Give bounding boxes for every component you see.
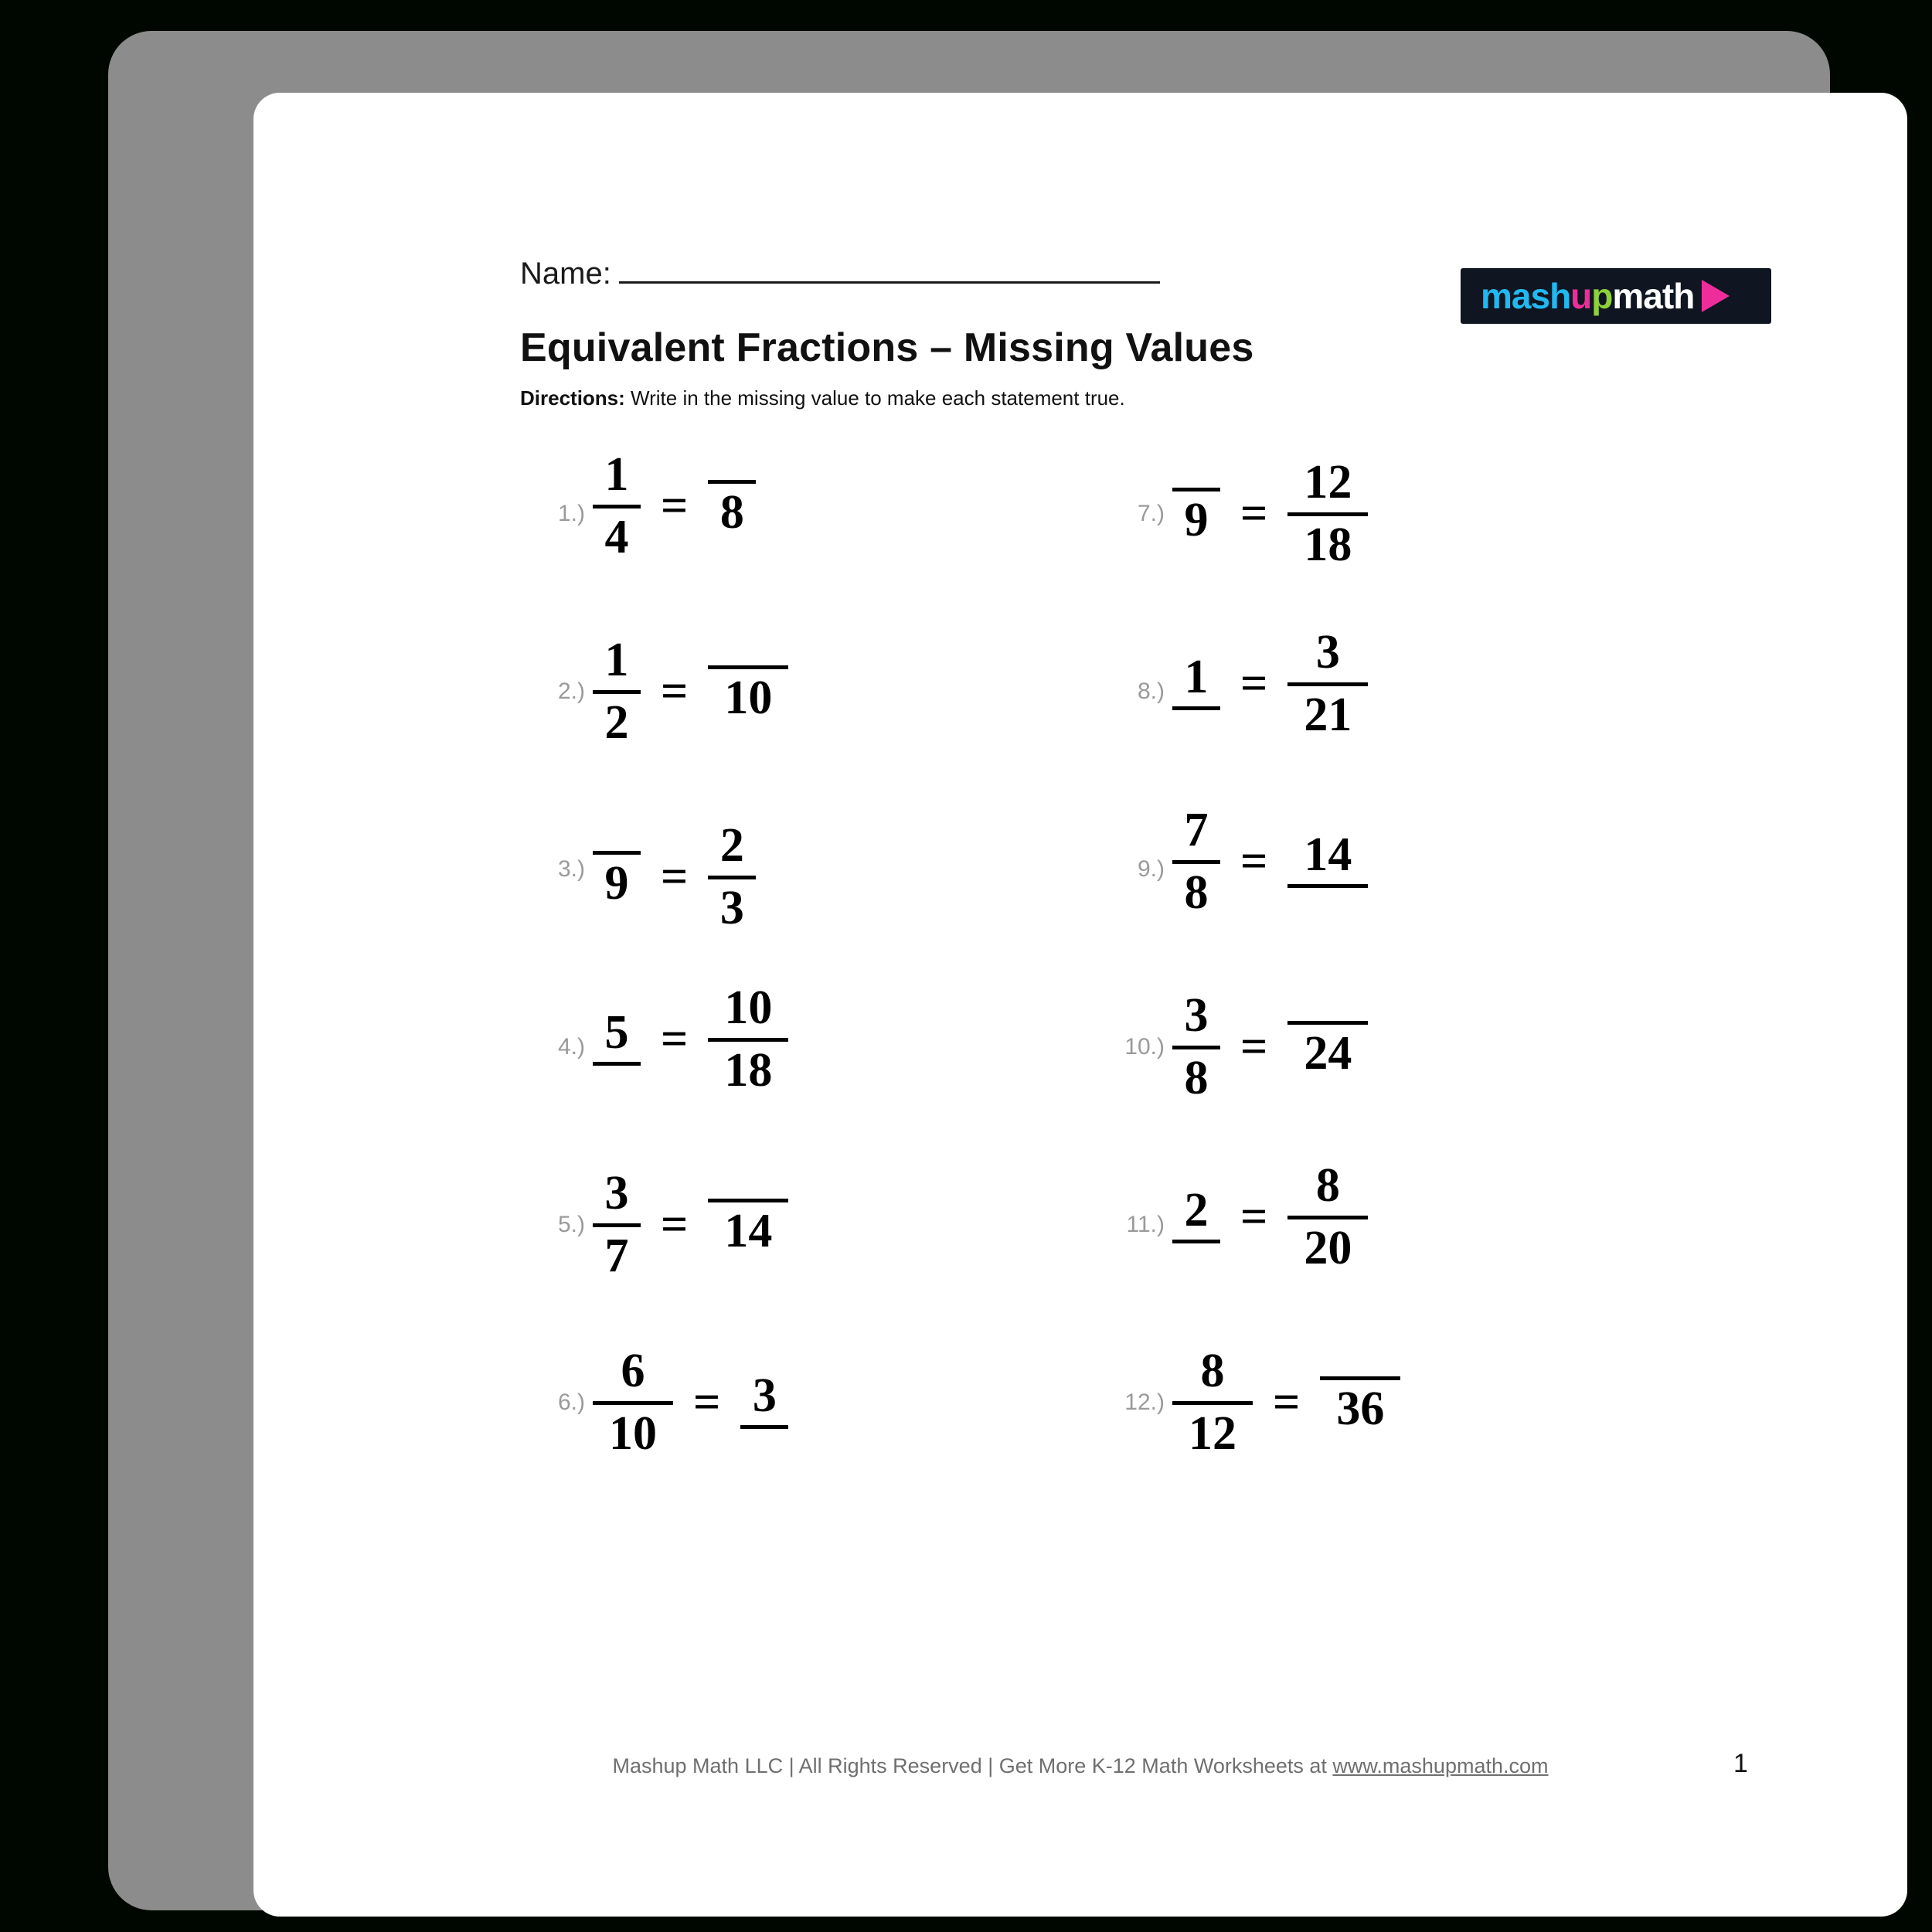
fraction-right: [1287, 458, 1368, 569]
denominator[interactable]: 9: [604, 856, 629, 910]
problem-expression: [593, 636, 788, 747]
fraction-bar: [1172, 1401, 1253, 1405]
problem-number: 9.): [1137, 856, 1165, 882]
fraction-bar: [593, 851, 641, 855]
denominator[interactable]: 10: [724, 671, 773, 724]
fraction-bar: [593, 690, 641, 694]
numerator[interactable]: 3: [1184, 989, 1209, 1043]
equals-sign: =: [1240, 487, 1268, 540]
fraction-bar: [593, 1223, 641, 1227]
problem-number: 5.): [557, 1212, 585, 1237]
problem-number: 6.): [557, 1389, 585, 1415]
problem-expression: [593, 821, 756, 932]
problem-item: [1100, 958, 1687, 1136]
fraction-bar: [708, 1038, 788, 1042]
denominator[interactable]: 20: [1304, 1221, 1352, 1274]
problem-item: [1100, 781, 1687, 958]
fraction-left: [1172, 1183, 1220, 1248]
name-input-line[interactable]: [619, 255, 1160, 284]
directions: [520, 386, 1125, 410]
problem-item: [1100, 1314, 1687, 1492]
logo-text-mash: mash: [1481, 276, 1571, 316]
problem-expression: [1172, 458, 1368, 569]
denominator[interactable]: 3: [719, 881, 744, 934]
denominator[interactable]: 2: [604, 696, 629, 749]
logo-text-u: u: [1570, 276, 1592, 316]
numerator[interactable]: 1: [1184, 650, 1209, 703]
fraction-bar: [593, 1401, 673, 1405]
problem-item: [520, 781, 1107, 958]
logo-text-math: math: [1612, 276, 1695, 316]
fraction-right: [1320, 1372, 1400, 1434]
equals-sign: =: [661, 479, 689, 532]
fraction-right: [708, 475, 756, 537]
fraction-bar: [708, 1199, 788, 1202]
name-row: [520, 255, 1160, 291]
page-number: 1: [1733, 1749, 1748, 1778]
numerator[interactable]: 7: [1184, 804, 1209, 857]
problem-number: 1.): [557, 501, 585, 526]
fraction-left: [1172, 1347, 1253, 1458]
problem-item: [1100, 603, 1687, 781]
problem-number: 10.): [1124, 1034, 1165, 1060]
logo-wordmark: [1481, 278, 1694, 314]
problem-item: [1100, 425, 1687, 603]
fraction-left: [593, 448, 641, 563]
fraction-bar: [1172, 1240, 1220, 1243]
denominator[interactable]: 18: [1304, 518, 1352, 571]
logo-text-p: p: [1591, 276, 1613, 316]
fraction-right: [708, 821, 756, 932]
denominator[interactable]: 21: [1304, 688, 1352, 741]
numerator[interactable]: 2: [1184, 1183, 1209, 1236]
equals-sign: =: [1273, 1376, 1301, 1429]
denominator[interactable]: 24: [1304, 1026, 1352, 1080]
fraction-left: [593, 846, 641, 908]
fraction-bar: [1287, 1216, 1368, 1219]
fraction-bar: [1287, 512, 1368, 516]
numerator[interactable]: 14: [1304, 828, 1352, 881]
numerator[interactable]: 5: [604, 1005, 629, 1059]
denominator[interactable]: 9: [1184, 493, 1209, 546]
problem-column-right: [1100, 425, 1687, 1492]
problem-number: 8.): [1137, 679, 1165, 704]
equals-sign: =: [1240, 1190, 1268, 1243]
worksheet-page: [253, 93, 1907, 1917]
equals-sign: =: [661, 1198, 689, 1251]
problem-expression: [593, 448, 756, 563]
numerator[interactable]: 8: [1315, 1159, 1340, 1213]
fraction-bar: [1287, 1021, 1368, 1025]
denominator[interactable]: 8: [1184, 1051, 1209, 1104]
fraction-left: [593, 1347, 673, 1458]
fraction-right: [708, 1194, 788, 1256]
problem-expression: [1172, 628, 1368, 739]
fraction-right: [1287, 1016, 1368, 1078]
footer: [253, 1754, 1907, 1778]
problem-item: [520, 1314, 1107, 1492]
denominator[interactable]: 8: [1184, 866, 1209, 919]
fraction-bar: [593, 1062, 641, 1066]
fraction-bar: [593, 505, 641, 509]
problem-item: [520, 603, 1107, 781]
equals-sign: =: [1240, 657, 1268, 710]
equals-sign: =: [661, 1012, 689, 1066]
fraction-bar: [708, 665, 788, 669]
fraction-right: [708, 661, 788, 723]
numerator[interactable]: 6: [621, 1345, 645, 1398]
fraction-right: [1287, 828, 1368, 893]
equals-sign: =: [661, 850, 689, 903]
problem-expression: [1172, 989, 1368, 1104]
fraction-left: [1172, 989, 1220, 1104]
equals-sign: =: [1240, 835, 1268, 888]
fraction-left: [593, 1169, 641, 1280]
denominator[interactable]: 36: [1336, 1382, 1385, 1435]
directions-text: Write in the missing value to make each statement true.: [624, 386, 1125, 410]
name-label: Name:: [520, 257, 611, 291]
problem-column-left: [520, 425, 1107, 1492]
mashup-math-logo[interactable]: [1461, 268, 1771, 324]
numerator[interactable]: 3: [1315, 626, 1340, 679]
problem-number: 4.): [557, 1034, 585, 1060]
fraction-left: [1172, 806, 1220, 917]
play-triangle-icon: [1702, 280, 1730, 312]
numerator[interactable]: 10: [724, 981, 773, 1035]
fraction-bar: [708, 480, 756, 484]
problem-number: 7.): [1137, 501, 1165, 526]
fraction-bar: [1287, 884, 1368, 888]
fraction-bar: [1287, 682, 1368, 686]
problem-item: [520, 958, 1107, 1136]
page-title: Equivalent Fractions – Missing Values: [520, 325, 1254, 370]
problem-expression: [1172, 1159, 1368, 1274]
problem-expression: [1172, 1347, 1400, 1458]
fraction-bar: [1172, 488, 1220, 492]
equals-sign: =: [1240, 1020, 1268, 1073]
problem-item: [520, 425, 1107, 603]
equals-sign: =: [693, 1376, 721, 1429]
fraction-bar: [740, 1425, 788, 1429]
problem-expression: [593, 981, 788, 1097]
numerator[interactable]: 8: [1200, 1345, 1225, 1398]
denominator[interactable]: 14: [724, 1204, 773, 1257]
fraction-bar: [708, 876, 756, 879]
fraction-bar: [1320, 1376, 1400, 1380]
equals-sign: =: [661, 665, 689, 718]
fraction-bar: [1172, 1046, 1220, 1049]
denominator[interactable]: 7: [604, 1229, 629, 1282]
fraction-left: [1172, 483, 1220, 545]
problem-number: 11.): [1126, 1212, 1165, 1237]
denominator[interactable]: 12: [1189, 1406, 1236, 1460]
denominator[interactable]: 4: [604, 510, 629, 563]
numerator[interactable]: 3: [752, 1369, 777, 1422]
numerator[interactable]: 12: [1304, 456, 1352, 509]
fraction-right: [740, 1369, 788, 1434]
fraction-bar: [1172, 860, 1220, 864]
footer-text: Mashup Math LLC | All Rights Reserved | Get More K-12 Math Worksheets at: [612, 1754, 1333, 1777]
problem-expression: [593, 1169, 788, 1280]
numerator[interactable]: 1: [604, 634, 629, 687]
fraction-left: [1172, 650, 1220, 715]
footer-link[interactable]: www.mashupmath.com: [1332, 1754, 1549, 1777]
fraction-bar: [1172, 706, 1220, 710]
denominator[interactable]: 18: [724, 1043, 773, 1097]
problem-number: 12.): [1124, 1389, 1165, 1415]
fraction-left: [593, 1005, 641, 1070]
fraction-right: [1287, 628, 1368, 739]
fraction-right: [1287, 1159, 1368, 1274]
denominator[interactable]: 10: [609, 1406, 657, 1460]
fraction-right: [708, 981, 788, 1097]
problem-expression: [593, 1347, 788, 1458]
worksheet-page-frame: [108, 31, 1830, 1910]
problem-expression: [1172, 806, 1368, 917]
problem-number: 3.): [557, 856, 585, 882]
numerator[interactable]: 1: [604, 448, 629, 502]
numerator[interactable]: 3: [604, 1167, 629, 1220]
numerator[interactable]: 2: [719, 819, 744, 872]
fraction-left: [593, 636, 641, 747]
problem-item: [520, 1136, 1107, 1314]
denominator[interactable]: 8: [719, 485, 744, 539]
problem-item: [1100, 1136, 1687, 1314]
directions-label: Directions:: [520, 386, 625, 410]
problem-number: 2.): [557, 679, 585, 704]
